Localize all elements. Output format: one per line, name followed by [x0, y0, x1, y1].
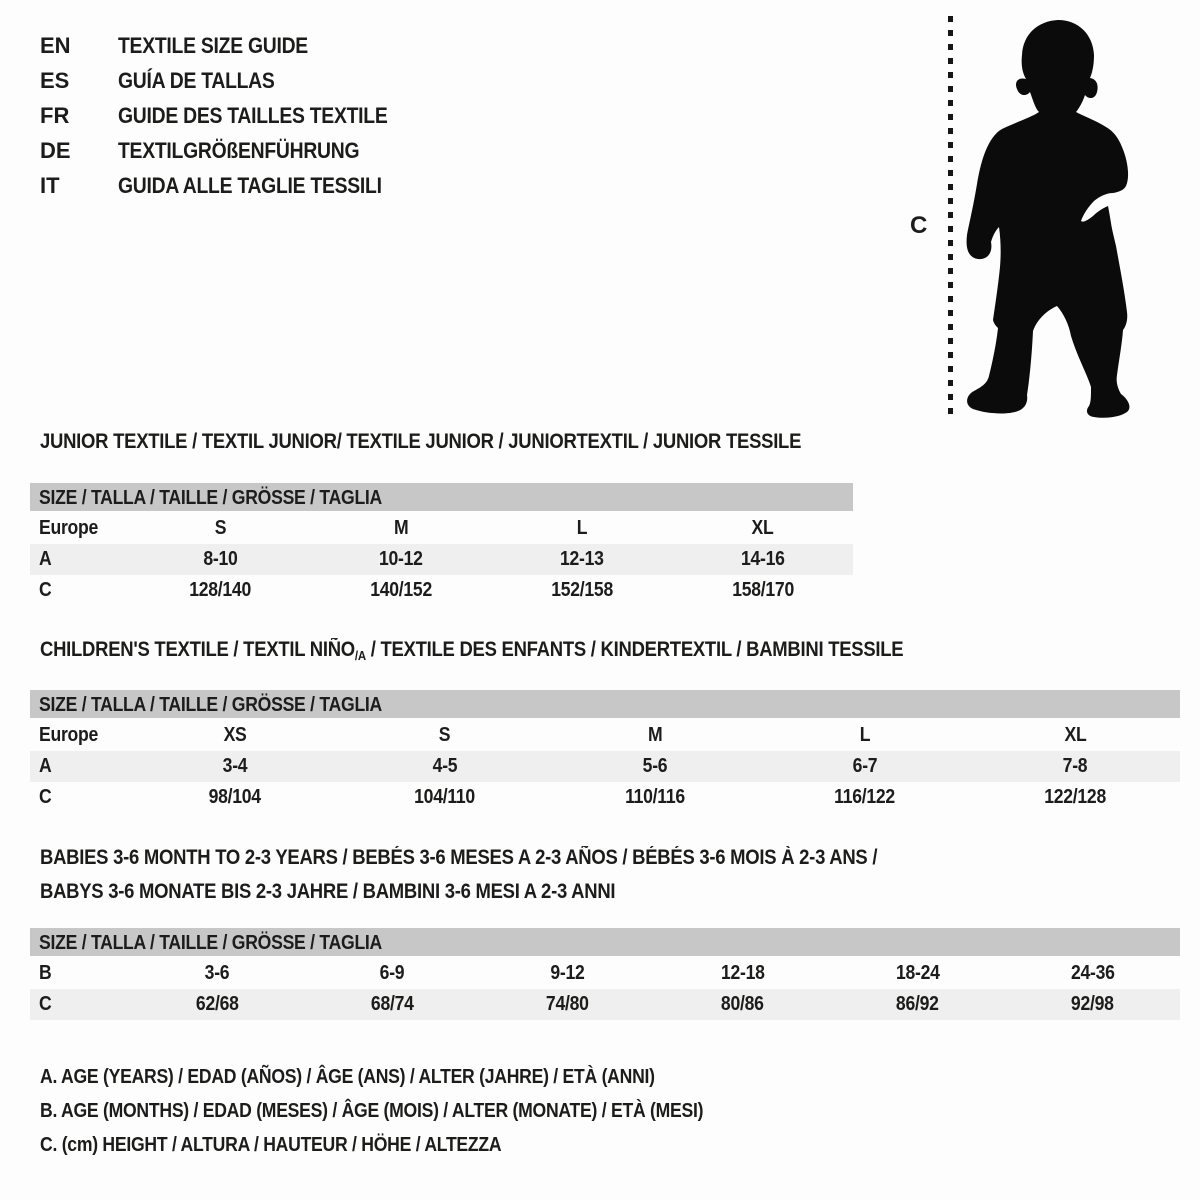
size-header-text: SIZE / TALLA / TAILLE / GRÖSSE / TAGLIA: [39, 932, 383, 954]
row-label: A: [39, 548, 52, 570]
toddler-silhouette-image: [960, 10, 1150, 425]
table-row-age: [30, 751, 1180, 782]
age-cell: 8-10: [203, 548, 238, 570]
size-cell: L: [576, 517, 588, 539]
age-cell: 4-5: [432, 755, 458, 777]
legend: [40, 1060, 794, 1162]
height-cell: 86/92: [896, 993, 939, 1015]
age-cell: 6-7: [852, 755, 878, 777]
language-code: ES: [40, 67, 70, 93]
table-row-europe: [30, 513, 853, 544]
babies-size-table: [30, 928, 1180, 1020]
language-title: GUIDA ALLE TAGLIE TESSILI: [118, 172, 382, 198]
size-cell: S: [439, 724, 451, 746]
language-code: DE: [40, 137, 71, 163]
size-cell: M: [647, 724, 663, 746]
height-cell: 140/152: [370, 579, 433, 601]
size-cell: XL: [1064, 724, 1086, 746]
age-cell: 3-4: [222, 755, 248, 777]
legend-line-b: B. AGE (MONTHS) / EDAD (MESES) / ÂGE (MOIS) / ALTER (MONATE) / ETÀ (MESI): [40, 1100, 704, 1122]
height-cell: 104/110: [414, 786, 476, 808]
row-label: A: [39, 755, 52, 777]
size-cell: XL: [751, 517, 774, 539]
size-cell: XS: [223, 724, 247, 746]
height-cell: 110/116: [625, 786, 685, 808]
size-header-text: SIZE / TALLA / TAILLE / GRÖSSE / TAGLIA: [39, 487, 383, 509]
row-label: C: [39, 579, 52, 601]
height-cell: 158/170: [731, 579, 794, 601]
age-cell: 5-6: [642, 755, 668, 777]
language-row: [40, 98, 424, 133]
language-row: [40, 63, 424, 98]
size-header-bar: [30, 690, 1180, 720]
table-row-europe: [30, 720, 1180, 751]
size-header-bar: [30, 928, 1180, 958]
legend-line-a: A. AGE (YEARS) / EDAD (AÑOS) / ÂGE (ANS) / ALTER (JAHRE) / ETÀ (ANNI): [40, 1066, 655, 1088]
children-section-heading-text: [40, 638, 903, 663]
babies-section-heading-line2: [40, 880, 694, 904]
heading-post: / TEXTILE DES ENFANTS / KINDERTEXTIL / BAMBINI TESSILE: [365, 638, 904, 661]
junior-section-heading-text: JUNIOR TEXTILE / TEXTIL JUNIOR/ TEXTILE JUNIOR / JUNIORTEXTIL / JUNIOR TESSILE: [40, 430, 802, 453]
height-cell: 68/74: [371, 993, 414, 1015]
table-row-height: [30, 782, 1180, 813]
row-label: C: [39, 786, 52, 808]
language-title-list: [40, 28, 424, 203]
babies-section-heading-line1: [40, 846, 991, 870]
language-row: [40, 168, 424, 203]
children-section-heading: [40, 638, 1021, 663]
height-measure-dashed-line: [948, 16, 953, 416]
age-cell: 12-13: [560, 548, 604, 570]
table-row-months: [30, 958, 1180, 989]
height-cell: 92/98: [1071, 993, 1114, 1015]
language-title: GUIDE DES TAILLES TEXTILE: [118, 102, 388, 128]
height-cell: 98/104: [208, 786, 262, 808]
height-cell: 62/68: [196, 993, 239, 1015]
legend-line-c: C. (cm) HEIGHT / ALTURA / HAUTEUR / HÖHE / ALTEZZA: [40, 1134, 502, 1156]
row-label: C: [39, 993, 52, 1015]
language-title: GUÍA DE TALLAS: [118, 67, 275, 93]
size-header-text: SIZE / TALLA / TAILLE / GRÖSSE / TAGLIA: [39, 694, 383, 716]
months-cell: 9-12: [550, 962, 585, 984]
table-row-height: [30, 575, 853, 606]
language-row: [40, 133, 424, 168]
heading-pre: CHILDREN'S TEXTILE / TEXTIL NIÑO: [40, 638, 355, 661]
months-cell: 3-6: [205, 962, 230, 984]
months-cell: 24-36: [1070, 962, 1115, 984]
months-cell: 6-9: [380, 962, 405, 984]
junior-section-heading: [40, 430, 905, 454]
language-row: [40, 28, 424, 63]
age-cell: 10-12: [379, 548, 423, 570]
table-row-height: [30, 989, 1180, 1020]
language-title: TEXTILGRÖßENFÜHRUNG: [118, 137, 360, 163]
height-measure-label: C: [910, 212, 928, 239]
babies-heading-text-line1: BABIES 3-6 MONTH TO 2-3 YEARS / BEBÉS 3-6 MESES A 2-3 AÑOS / BÉBÉS 3-6 MOIS À 2-3 ANS /: [40, 846, 878, 869]
babies-heading-text-line2: BABYS 3-6 MONATE BIS 2-3 JAHRE / BAMBINI 3-6 MESI A 2-3 ANNI: [40, 880, 616, 903]
size-cell: L: [859, 724, 871, 746]
size-header-bar: [30, 483, 853, 513]
months-cell: 18-24: [895, 962, 940, 984]
row-label: B: [39, 962, 52, 984]
row-label: Europe: [39, 517, 99, 539]
junior-size-table: [30, 483, 853, 606]
table-row-age: [30, 544, 853, 575]
age-cell: 14-16: [740, 548, 785, 570]
children-size-table: [30, 690, 1180, 813]
height-cell: 128/140: [189, 579, 252, 601]
language-code: EN: [40, 32, 71, 58]
height-cell: 80/86: [721, 993, 764, 1015]
row-label: Europe: [39, 724, 99, 746]
language-code: IT: [40, 172, 60, 198]
height-cell: 74/80: [546, 993, 589, 1015]
size-cell: M: [393, 517, 409, 539]
language-title: TEXTILE SIZE GUIDE: [118, 32, 308, 58]
height-cell: 152/158: [550, 579, 613, 601]
age-cell: 7-8: [1062, 755, 1088, 777]
height-cell: 116/122: [834, 786, 896, 808]
size-cell: S: [214, 517, 227, 539]
months-cell: 12-18: [720, 962, 765, 984]
heading-sub: /A: [354, 648, 366, 663]
language-code: FR: [40, 102, 70, 128]
height-cell: 122/128: [1044, 786, 1106, 808]
